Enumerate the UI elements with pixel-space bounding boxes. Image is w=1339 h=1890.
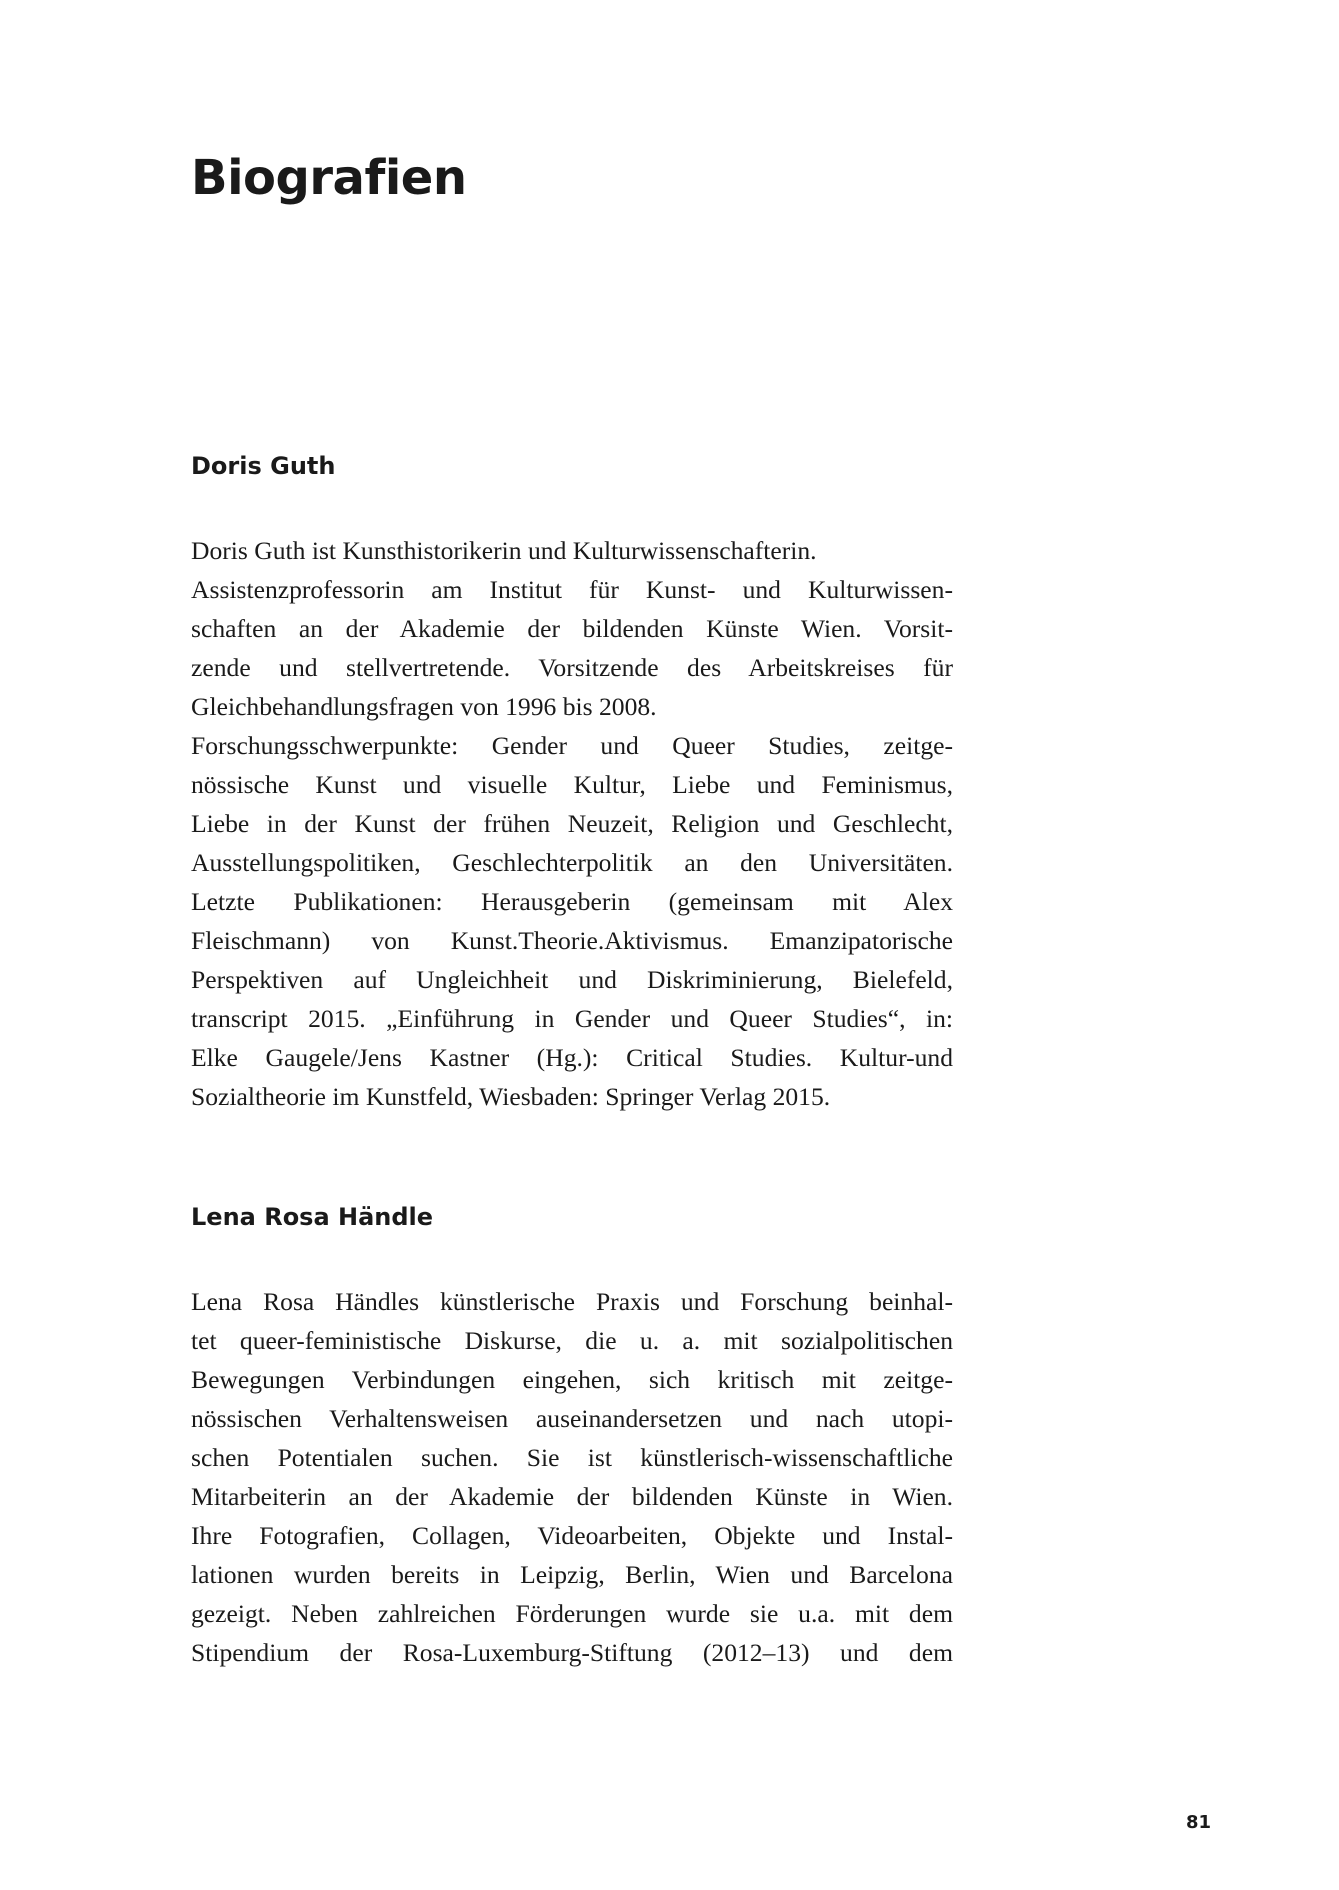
text-line: Gleichbehandlungsfragen von 1996 bis 2008. — [191, 692, 657, 721]
text-line: Elke Gaugele/Jens Kastner (Hg.): Critical Studies. Kultur-und — [191, 1043, 953, 1072]
text-line: Fleischmann) von Kunst.Theorie.Aktivismus. Emanzipatorische — [191, 926, 953, 955]
text-line: gezeigt. Neben zahlreichen Förderungen wurde sie u.a. mit dem — [191, 1599, 953, 1628]
text-line: Assistenzprofessorin am Institut für Kunst- und Kulturwissen- — [191, 575, 953, 604]
text-line: Stipendium der Rosa-Luxemburg-Stiftung (2012–13) und dem — [191, 1638, 953, 1667]
text-line: Forschungsschwerpunkte: Gender und Queer Studies, zeitge- — [191, 731, 953, 760]
text-line: zende und stellvertretende. Vorsitzende des Arbeitskreises für — [191, 653, 953, 682]
text-line: Liebe in der Kunst der frühen Neuzeit, Religion und Geschlecht, — [191, 809, 953, 838]
text-line: schaften an der Akademie der bildenden Künste Wien. Vorsit- — [191, 614, 953, 643]
text-line: Ausstellungspolitiken, Geschlechterpolitik an den Universitäten. — [191, 848, 953, 877]
text-line: tet queer-feministische Diskurse, die u. a. mit sozialpolitischen — [191, 1326, 953, 1355]
text-line: Doris Guth ist Kunsthistorikerin und Kulturwissenschafterin. — [191, 536, 817, 565]
text-line: nössische Kunst und visuelle Kultur, Liebe und Feminismus, — [191, 770, 953, 799]
text-line: lationen wurden bereits in Leipzig, Berlin, Wien und Barcelona — [191, 1560, 953, 1589]
section-heading-doris-guth: Doris Guth — [191, 452, 336, 480]
page-title: Biografien — [191, 150, 467, 206]
text-line: Ihre Fotografien, Collagen, Videoarbeiten, Objekte und Instal- — [191, 1521, 953, 1550]
text-line: nössischen Verhaltensweisen auseinandersetzen und nach utopi- — [191, 1404, 953, 1433]
bio-lena-rosa-haendle — [191, 1282, 953, 1672]
bio-doris-guth — [191, 531, 953, 1116]
text-line: Perspektiven auf Ungleichheit und Diskriminierung, Bielefeld, — [191, 965, 953, 994]
text-line: Bewegungen Verbindungen eingehen, sich kritisch mit zeitge- — [191, 1365, 953, 1394]
text-line: schen Potentialen suchen. Sie ist künstlerisch-wissenschaftliche — [191, 1443, 953, 1472]
page-number: 81 — [1186, 1812, 1212, 1833]
text-line: Lena Rosa Händles künstlerische Praxis und Forschung beinhal- — [191, 1287, 953, 1316]
section-heading-lena-rosa-haendle: Lena Rosa Händle — [191, 1203, 434, 1231]
text-line: Sozialtheorie im Kunstfeld, Wiesbaden: Springer Verlag 2015. — [191, 1082, 831, 1111]
text-line: Letzte Publikationen: Herausgeberin (gemeinsam mit Alex — [191, 887, 953, 916]
text-line: transcript 2015. „Einführung in Gender und Queer Studies“, in: — [191, 1004, 953, 1033]
text-line: Mitarbeiterin an der Akademie der bildenden Künste in Wien. — [191, 1482, 953, 1511]
